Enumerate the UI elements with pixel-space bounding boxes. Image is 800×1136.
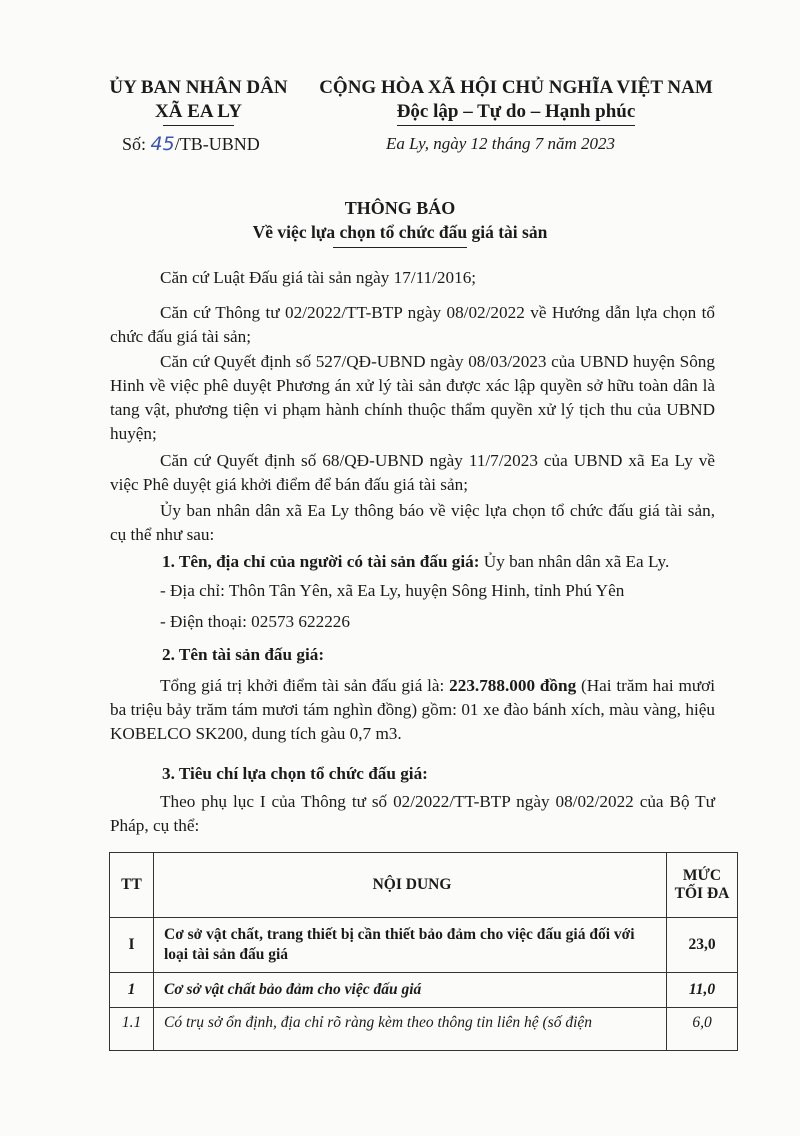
- doc-no-handwritten: 45: [150, 133, 175, 155]
- header-max-line2: TỐI ĐA: [674, 885, 730, 902]
- section2-amount: 223.788.000 đồng: [449, 676, 577, 695]
- section3-text: Theo phụ lục I của Thông tư số 02/2022/TT-BTP ngày 08/02/2022 của Bộ Tư Pháp, cụ thể:: [110, 792, 715, 835]
- header-max-line1: MỨC: [682, 867, 722, 884]
- document-title: THÔNG BÁO: [344, 198, 456, 218]
- national-header: [306, 76, 726, 124]
- legal-basis-4: Căn cứ Quyết định số 68/QĐ-UBND ngày 11/7/2023 của UBND xã Ea Ly về việc Phê duyệt giá khởi điểm để bán đấu giá tài sản;: [110, 451, 715, 494]
- row-tt: 1.1: [110, 1008, 154, 1051]
- org-name-line1: ỦY BAN NHÂN DÂN: [109, 77, 288, 98]
- document-number: [122, 133, 260, 155]
- section1-heading: 1. Tên, địa chỉ của người có tài sản đấu giá:: [162, 552, 480, 571]
- row-max: 6,0: [667, 1008, 738, 1051]
- section1-address: - Địa chỉ: Thôn Tân Yên, xã Ea Ly, huyện Sông Hinh, tỉnh Phú Yên: [160, 581, 625, 600]
- legal-basis-3: Căn cứ Quyết định số 527/QĐ-UBND ngày 08/03/2023 của UBND huyện Sông Hinh về việc phê duyệt Phương án xử lý tài sản được xác lập quyền sở hữu toàn dân là tang vật, phương tiện vi phạm hành chính thuộc thẩm quyền xử lý tịch thu của UBND huyện;: [110, 352, 715, 443]
- section2-heading: 2. Tên tài sản đấu giá:: [162, 645, 325, 664]
- issuing-organization: [96, 76, 301, 124]
- table-header-row: [110, 853, 738, 918]
- table-row: [110, 918, 738, 973]
- legal-basis-1: Căn cứ Luật Đấu giá tài sản ngày 17/11/2016;: [160, 268, 477, 287]
- section2-text: [110, 674, 715, 746]
- org-name-line2: XÃ EA LY: [155, 101, 242, 122]
- doc-no-prefix: Số:: [122, 134, 147, 154]
- section2-text-before: Tổng giá trị khởi điểm tài sản đấu giá là:: [160, 676, 450, 695]
- row-tt: 1: [110, 973, 154, 1008]
- section1-line: [162, 552, 669, 572]
- announcement-intro: Ủy ban nhân dân xã Ea Ly thông báo về việc lựa chọn tổ chức đấu giá tài sản, cụ thể như sau:: [110, 501, 715, 544]
- section3-heading: 3. Tiêu chí lựa chọn tổ chức đấu giá:: [162, 764, 428, 783]
- header-tt: TT: [110, 853, 154, 918]
- legal-basis-2: Căn cứ Thông tư 02/2022/TT-BTP ngày 08/02/2022 về Hướng dẫn lựa chọn tổ chức đấu giá tài sản;: [110, 303, 715, 346]
- document-subtitle: [0, 222, 800, 243]
- row-content: Cơ sở vật chất bảo đảm cho việc đấu giá: [154, 973, 667, 1008]
- section2-text-after: (Hai trăm hai mươi ba triệu bảy trăm tám mươi tám nghìn đồng) gồm: 01 xe đào bánh xích, màu vàng, hiệu KOBELCO SK200, dung tích gàu 0,7 m3.: [110, 676, 715, 743]
- motto: Độc lập – Tự do – Hạnh phúc: [396, 101, 636, 122]
- section1-value: Ủy ban nhân dân xã Ea Ly.: [479, 552, 670, 571]
- header-max: [667, 853, 738, 918]
- table-row: [110, 1008, 738, 1051]
- row-max: 23,0: [667, 918, 738, 973]
- subtitle-text: Về việc lựa chọn tổ chức đấu giá tài sản: [252, 222, 548, 242]
- nation-name: CỘNG HÒA XÃ HỘI CHỦ NGHĨA VIỆT NAM: [319, 77, 713, 98]
- criteria-table: [109, 852, 738, 1051]
- row-content: Cơ sở vật chất, trang thiết bị cần thiết bảo đảm cho việc đấu giá đối với loại tài sản đấu giá: [154, 918, 667, 973]
- header-content: NỘI DUNG: [154, 853, 667, 918]
- row-tt: I: [110, 918, 154, 973]
- doc-no-suffix: /TB-UBND: [174, 134, 260, 154]
- section1-phone: - Điện thoại: 02573 622226: [160, 612, 350, 631]
- row-content: Có trụ sở ổn định, địa chỉ rõ ràng kèm theo thông tin liên hệ (số điện: [154, 1008, 667, 1051]
- table-row: [110, 973, 738, 1008]
- row-max: 11,0: [667, 973, 738, 1008]
- date-line: Ea Ly, ngày 12 tháng 7 năm 2023: [386, 134, 615, 153]
